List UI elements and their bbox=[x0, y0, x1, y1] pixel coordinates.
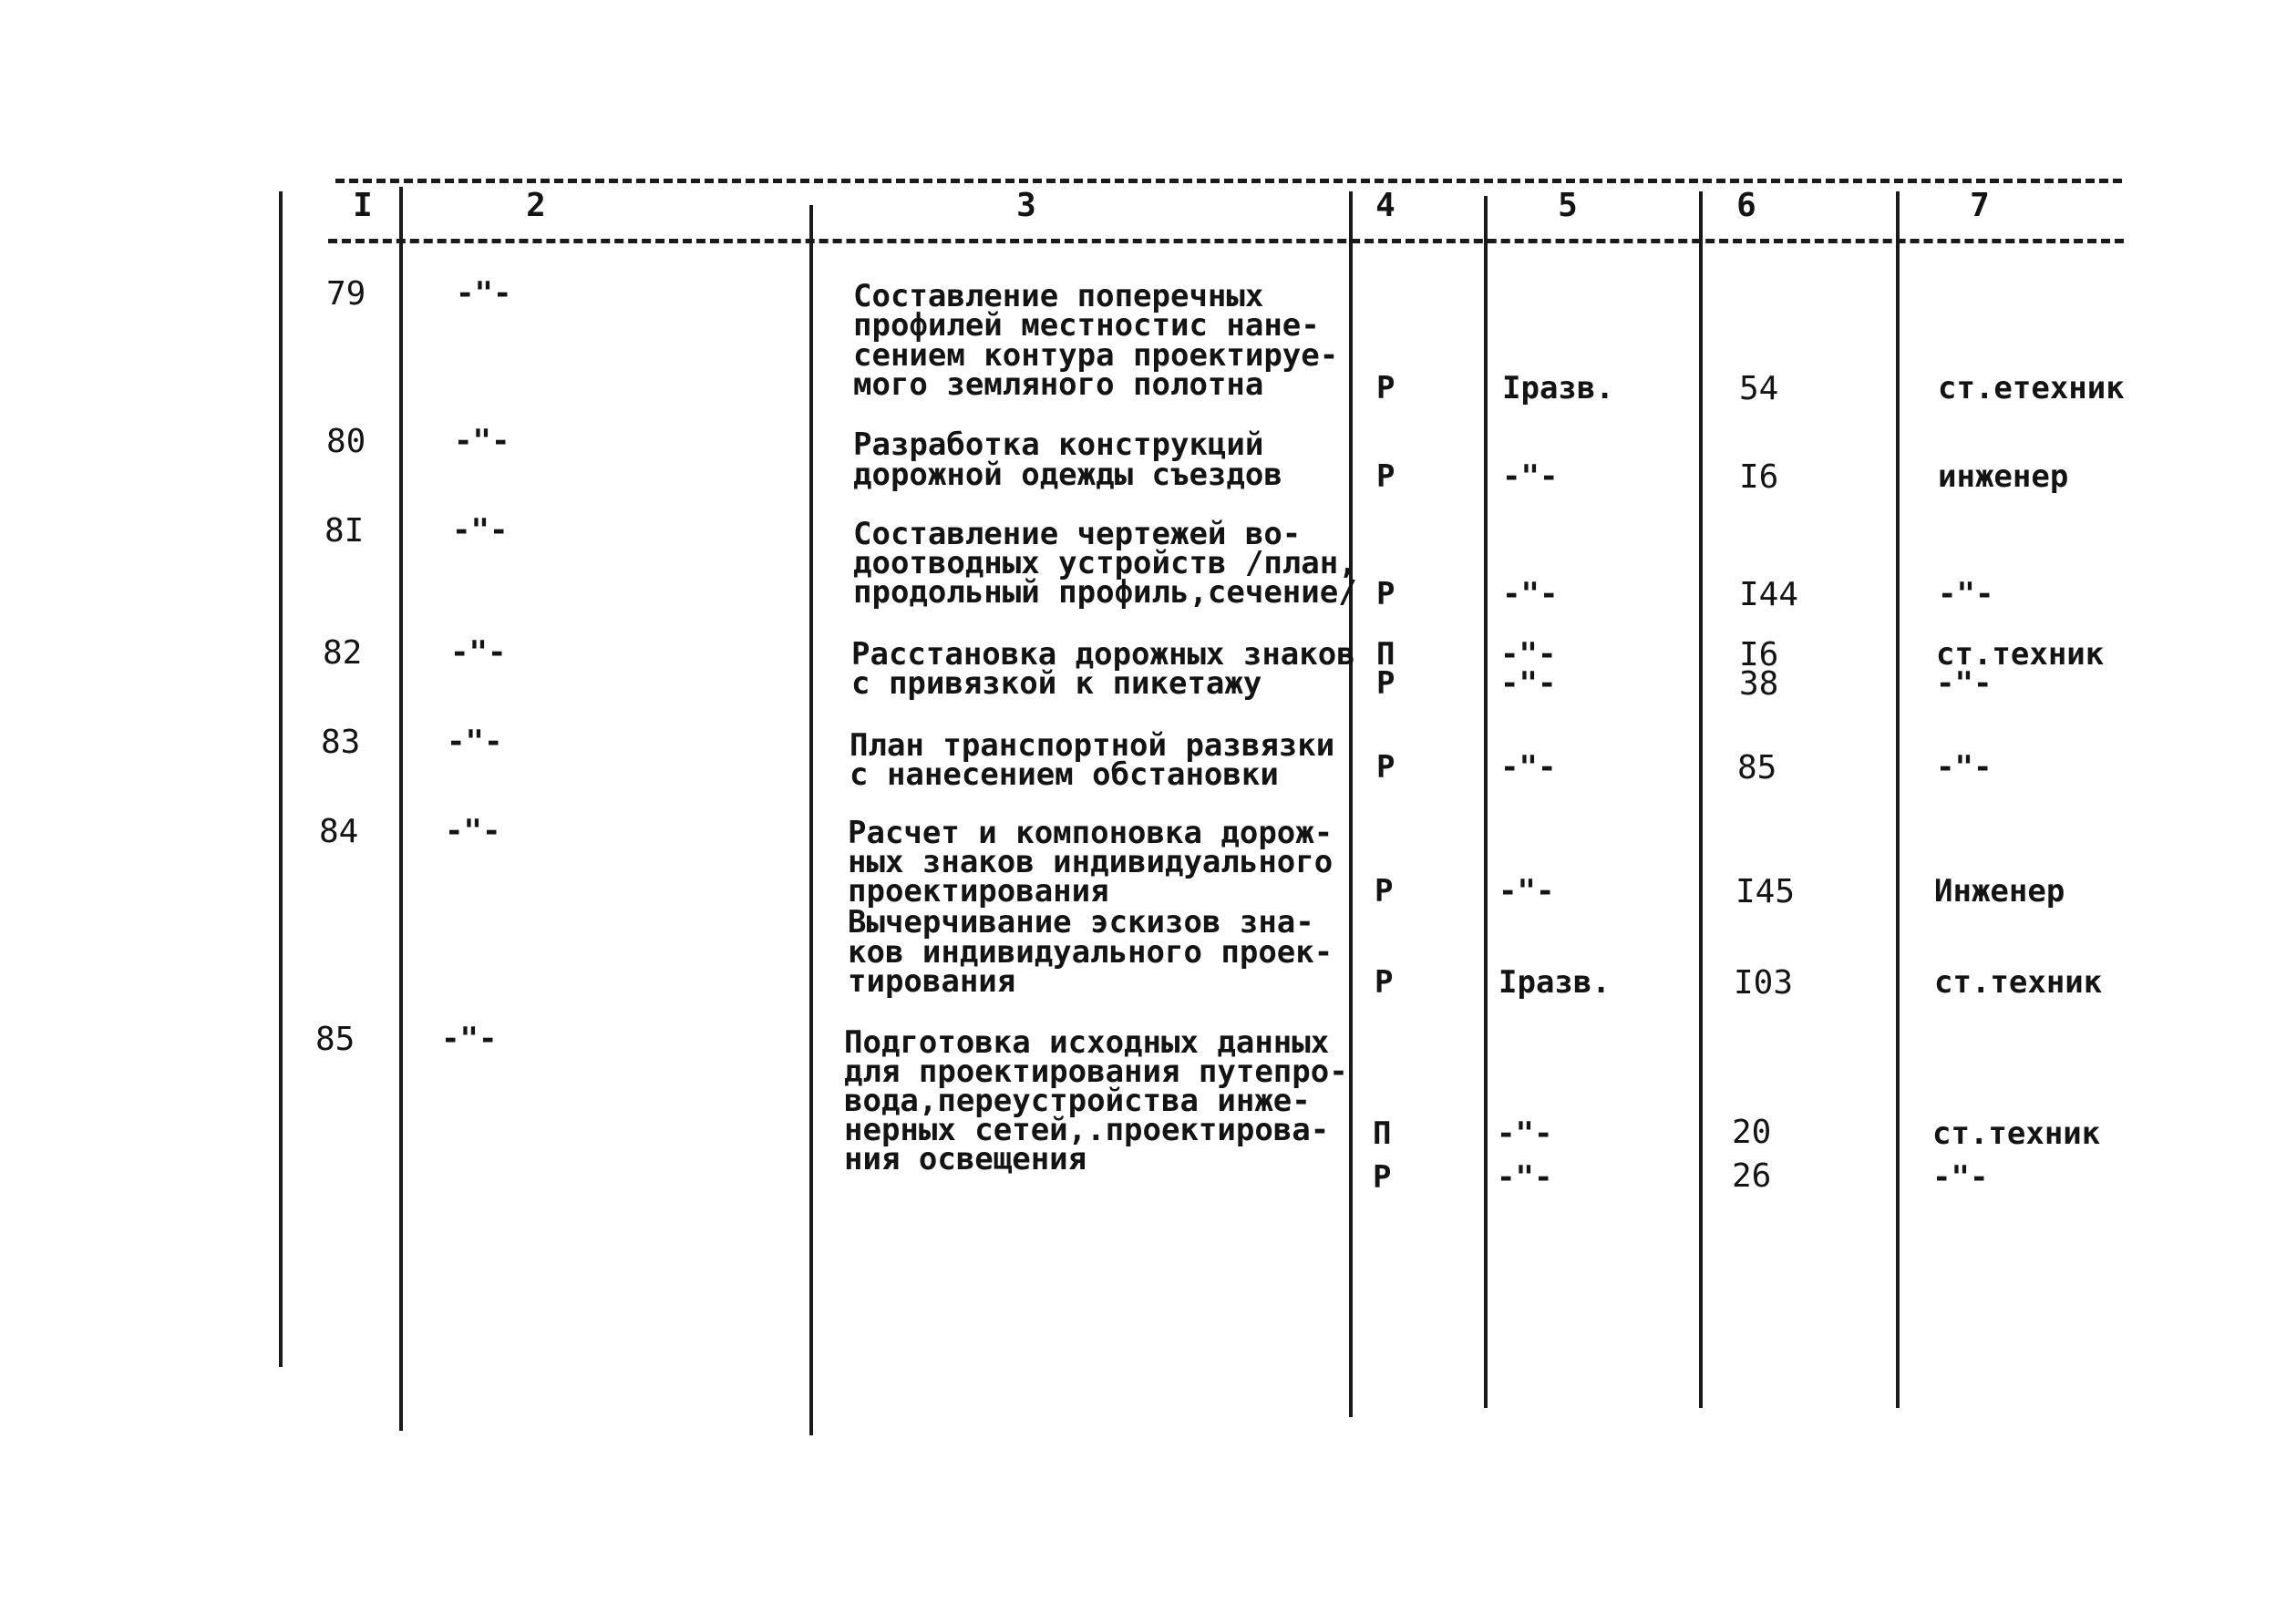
ditto-mark: -"- bbox=[445, 813, 501, 849]
category-value: Iразв. bbox=[1502, 370, 1614, 406]
work-description-line: ния освещения bbox=[844, 1141, 1087, 1177]
hours-value: 26 bbox=[1732, 1157, 1772, 1195]
performer-value: ст.техник bbox=[1932, 1115, 2101, 1152]
hours-value: I6 bbox=[1739, 636, 1779, 673]
column-header-4: 4 bbox=[1375, 187, 1395, 224]
work-description-line: Вычерчивание эскизов зна- bbox=[848, 904, 1314, 940]
stage-code: Р bbox=[1376, 370, 1395, 406]
stage-code: Р bbox=[1376, 665, 1395, 702]
column-rule-1 bbox=[399, 187, 403, 1431]
column-rule-2 bbox=[809, 205, 813, 1435]
stage-code: П bbox=[1376, 636, 1395, 673]
stage-code: Р bbox=[1376, 749, 1395, 786]
row-number: 84 bbox=[319, 813, 359, 850]
row-number: 85 bbox=[315, 1021, 355, 1058]
work-description-line: ных знаков индивидуального bbox=[848, 844, 1334, 880]
work-description-line: вода,переустройства инже- bbox=[844, 1083, 1311, 1119]
ditto-mark: -"- bbox=[450, 634, 507, 671]
category-value: -"- bbox=[1497, 1159, 1553, 1196]
work-description-line: дорожной одежды съездов bbox=[853, 457, 1282, 493]
work-description-line: ков индивидуального проек- bbox=[848, 934, 1334, 971]
column-rule-6 bbox=[1896, 191, 1900, 1408]
row-number: 80 bbox=[326, 423, 366, 460]
row-number: 79 bbox=[326, 275, 366, 313]
category-value: -"- bbox=[1500, 665, 1557, 702]
work-description-line: мого земляного полотна bbox=[853, 366, 1264, 403]
hours-value: I03 bbox=[1734, 964, 1794, 1002]
work-description-line: Подготовка исходных данных bbox=[844, 1024, 1330, 1061]
category-value: -"- bbox=[1497, 1115, 1553, 1152]
header-bottom-rule bbox=[328, 239, 2124, 243]
ditto-mark: -"- bbox=[447, 724, 503, 760]
ditto-mark: -"- bbox=[456, 275, 512, 312]
work-description-line: с привязкой к пикетажу bbox=[851, 665, 1262, 702]
work-description-line: Расстановка дорожных знаков bbox=[851, 636, 1355, 673]
stage-code: Р bbox=[1375, 964, 1394, 1001]
work-description-line: проектирования bbox=[848, 873, 1109, 910]
ditto-mark: -"- bbox=[454, 423, 510, 459]
hours-value: 54 bbox=[1739, 370, 1779, 407]
column-rule-4 bbox=[1484, 196, 1488, 1408]
row-number: 8I bbox=[324, 512, 365, 550]
work-description-line: с нанесением обстановки bbox=[850, 756, 1279, 793]
category-value: -"- bbox=[1502, 458, 1559, 495]
column-rule-5 bbox=[1699, 191, 1703, 1408]
column-header-1: I bbox=[353, 187, 373, 224]
column-rule-left bbox=[279, 191, 283, 1367]
row-number: 83 bbox=[321, 724, 361, 761]
work-description-line: Расчет и компоновка дорож- bbox=[848, 815, 1334, 851]
column-header-5: 5 bbox=[1558, 187, 1578, 224]
category-value: -"- bbox=[1500, 749, 1557, 786]
performer-value: инженер bbox=[1938, 458, 2069, 495]
work-description-line: нерных сетей,.проектирова- bbox=[844, 1112, 1330, 1148]
work-description-line: Составление чертежей во- bbox=[853, 516, 1302, 552]
work-description-line: тирования bbox=[848, 963, 1016, 1000]
stage-code: Р bbox=[1376, 458, 1395, 495]
work-description-line: доотводных устройств /план, bbox=[853, 545, 1357, 581]
hours-value: 38 bbox=[1739, 665, 1779, 703]
work-description-line: для проектирования путепро- bbox=[844, 1054, 1348, 1090]
ditto-mark: -"- bbox=[452, 512, 509, 549]
column-header-2: 2 bbox=[526, 187, 546, 224]
work-description-line: План транспортной развязки bbox=[850, 727, 1335, 764]
row-number: 82 bbox=[323, 634, 363, 672]
column-header-7: 7 bbox=[1970, 187, 1990, 224]
work-description-line: сением контура проектируе- bbox=[853, 337, 1339, 374]
stage-code: Р bbox=[1376, 576, 1395, 612]
performer-value: -"- bbox=[1936, 749, 1993, 786]
category-value: -"- bbox=[1500, 636, 1557, 673]
hours-value: I6 bbox=[1739, 458, 1779, 496]
performer-value: ст.техник bbox=[1934, 964, 2103, 1001]
column-header-6: 6 bbox=[1736, 187, 1756, 224]
hours-value: 20 bbox=[1732, 1114, 1772, 1151]
work-description-line: продольный профиль,сечение/ bbox=[853, 574, 1357, 611]
table-top-rule bbox=[335, 179, 2122, 183]
column-header-3: 3 bbox=[1016, 187, 1036, 224]
stage-code: Р bbox=[1375, 873, 1394, 910]
stage-code: П bbox=[1373, 1115, 1392, 1152]
category-value: -"- bbox=[1498, 873, 1555, 910]
performer-value: -"- bbox=[1936, 665, 1993, 702]
work-description-line: Разработка конструкций bbox=[853, 427, 1264, 463]
hours-value: I45 bbox=[1735, 873, 1796, 910]
ditto-mark: -"- bbox=[441, 1021, 498, 1057]
category-value: -"- bbox=[1502, 576, 1559, 612]
work-description-line: профилей местностис нане- bbox=[853, 307, 1320, 344]
performer-value: ст.етехник bbox=[1938, 370, 2125, 406]
performer-value: Инженер bbox=[1934, 873, 2065, 910]
stage-code: Р bbox=[1373, 1159, 1392, 1196]
column-rule-3 bbox=[1349, 191, 1353, 1417]
hours-value: I44 bbox=[1739, 576, 1799, 613]
performer-value: -"- bbox=[1932, 1159, 1989, 1196]
work-description-line: Составление поперечных bbox=[853, 278, 1264, 314]
performer-value: ст.техник bbox=[1936, 636, 2105, 673]
performer-value: -"- bbox=[1938, 576, 1994, 612]
category-value: Iразв. bbox=[1498, 964, 1611, 1001]
hours-value: 85 bbox=[1737, 749, 1777, 786]
